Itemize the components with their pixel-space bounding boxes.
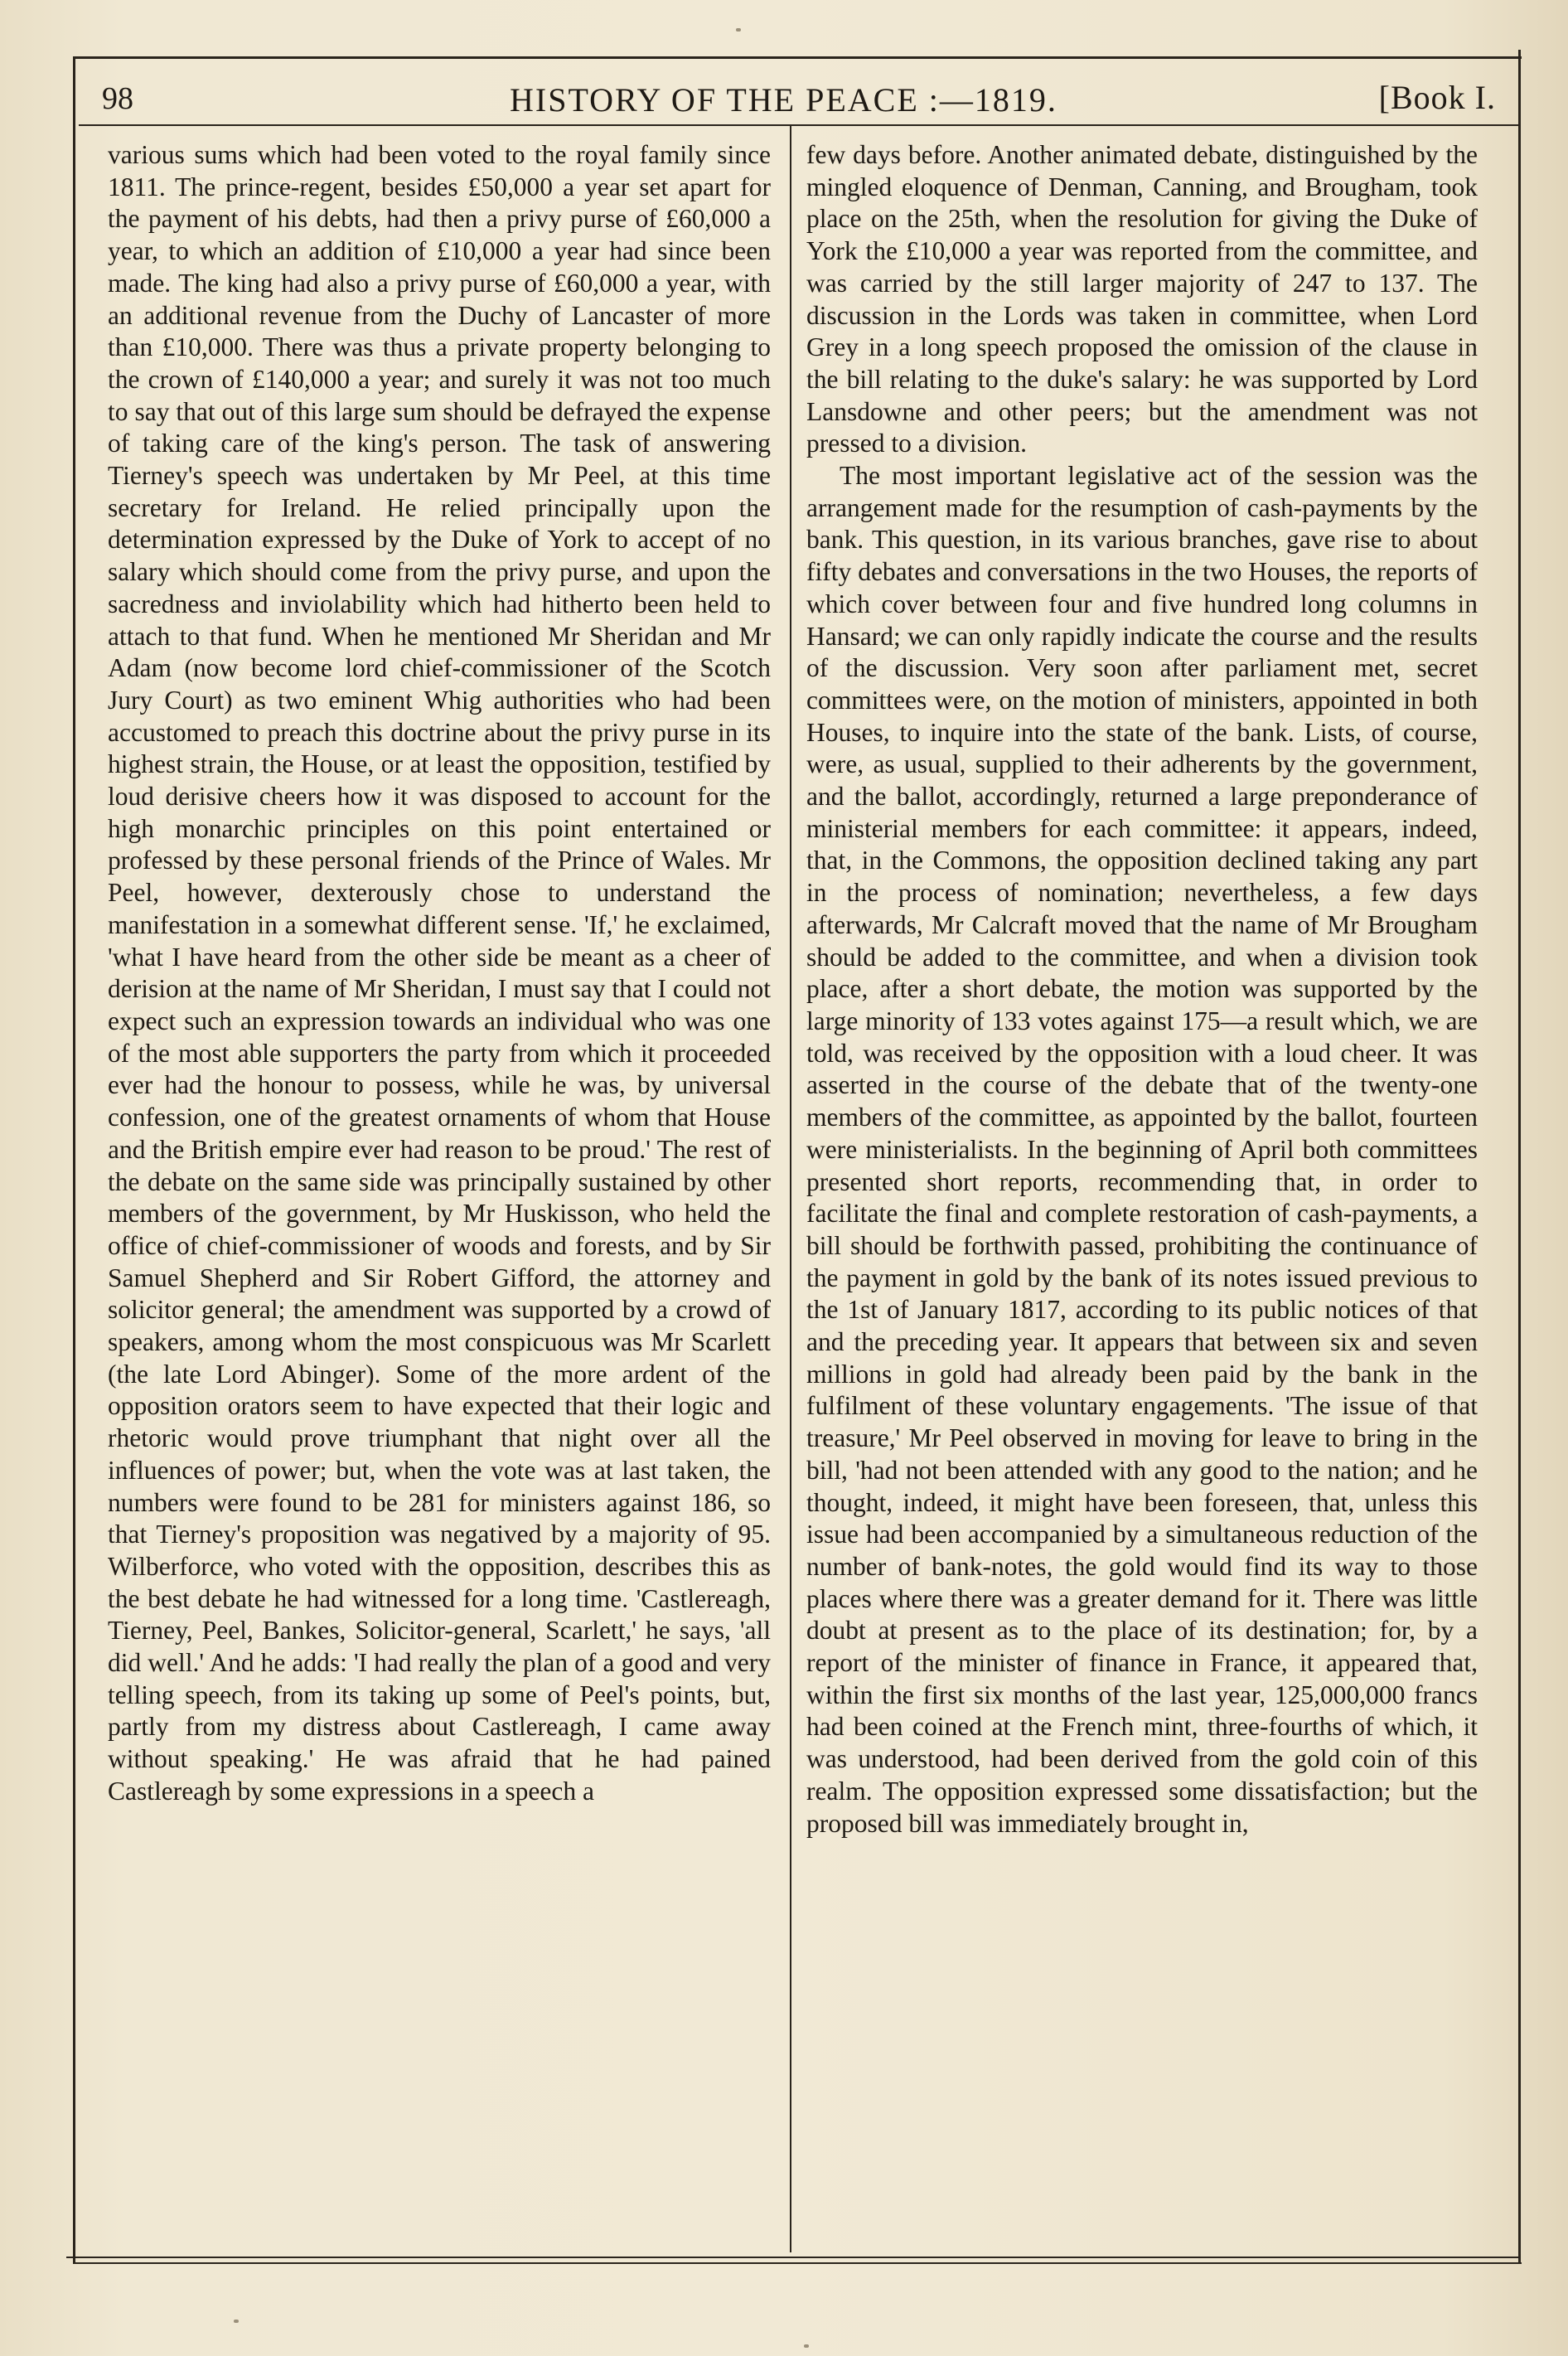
column-divider bbox=[790, 126, 791, 2252]
right-paragraph-2: The most important legislative act of the session was the arrangement made for the resumption of cash-payments by the bank. This question, in its various branches, gave rise to about fifty debates and conversations in the two Houses, the reports of which cover between four and five hundred long columns in Hansard; we can only rapidly indicate the course and the results of the discussion. Very soon after parliament met, secret committees were, on the motion of ministers, appointed in both Houses, to inquire into the state of the bank. Lists, of course, were, as usual, supplied to their adherents by the government, and the ballot, accordingly, returned a large preponderance of ministerial members for each committee: it appears, indeed, that, in the Commons, the opposition declined taking any part in the process of nomination; nevertheless, a few days afterwards, Mr Calcraft moved that the name of Mr Brougham should be added to the committee, and when a division took place, after a short debate, the motion was supported by the large minority of 133 votes against 175—a result which, we are told, was received by the opposition with a loud cheer. It was asserted in the course of the debate that of the twenty-one members of the committee, as appointed by the ballot, fourteen were ministerialists. In the beginning of April both committees presented short reports, recommending that, in order to facilitate the final and complete restoration of cash-payments, a bill should be forthwith passed, prohibiting the continuance of the payment in gold by the bank of its notes issued previous to the 1st of January 1817, according to its public notices of that and the preceding year. It appears that between six and seven millions in gold had already been paid by the bank in the fulfilment of these voluntary engagements. 'The issue of that treasure,' Mr Peel observed in moving for leave to bring in the bill, 'had not been attended with any good to the nation; and he thought, indeed, it might have been foreseen, that, unless this issue had been accompanied by a simultaneous reduction of the number of bank-notes, the gold would find its way to those places where there was a greater demand for it. There was little doubt at present as to the place of its destination; for, by a report of the minister of finance in France, it appeared that, within the first six months of the last year, 125,000,000 francs had been coined at the French mint, three-fourths of which, it was understood, had been derived from the gold coin of this realm. The opposition expressed some dissatisfaction; but the proposed bill was immediately brought in, bbox=[806, 461, 1478, 1838]
left-column bbox=[108, 139, 771, 1808]
print-speck bbox=[736, 28, 741, 32]
book-label: [Book I. bbox=[1378, 79, 1496, 116]
right-column bbox=[806, 139, 1478, 1840]
left-paragraph-1: various sums which had been voted to the royal family since 1811. The prince-regent, besides £50,000 a year set apart for the payment of his debts, had then a privy purse of £60,000 a year, to which an addition of £10,000 a year had since been made. The king had also a privy purse of £60,000 a year, with an additional revenue from the Duchy of Lancaster of more than £10,000. There was thus a private property belonging to the crown of £140,000 a year; and surely it was not too much to say that out of this large sum should be defrayed the expense of taking care of the king's person. The task of answering Tierney's speech was undertaken by Mr Peel, at this time secretary for Ireland. He relied principally upon the determination expressed by the Duke of York to accept of no salary which should come from the privy purse, and upon the sacredness and inviolability which had hitherto been held to attach to that fund. When he mentioned Mr Sheridan and Mr Adam (now become lord chief-commissioner of the Scotch Jury Court) as two eminent Whig authorities who had been accustomed to preach this doctrine about the privy purse in its highest strain, the House, or at least the opposition, testified by loud derisive cheers how it was disposed to account for the high monarchic principles on this point entertained or professed by these personal friends of the Prince of Wales. Mr Peel, however, dexterously chose to understand the manifestation in a somewhat different sense. 'If,' he exclaimed, 'what I have heard from the other side be meant as a cheer of derision at the name of Mr Sheridan, I must say that I could not expect such an expression towards an individual who was one of the most able supporters the party from which it proceeded ever had the honour to possess, while he was, by universal confession, one of the greatest ornaments of whom that House and the British empire ever had reason to be proud.' The rest of the debate on the same side was principally sustained by other members of the government, by Mr Huskisson, who held the office of chief-commissioner of woods and forests, and by Sir Samuel Shepherd and Sir Robert Gifford, the attorney and solicitor general; the amendment was supported by a crowd of speakers, among whom the most conspicuous was Mr Scarlett (the late Lord Abinger). Some of the more ardent of the opposition orators seem to have expected that their logic and rhetoric would prove triumphant that night over all the influences of power; but, when the vote was at last taken, the numbers were found to be 281 for ministers against 186, so that Tierney's proposition was negatived by a majority of 95. Wilberforce, who voted with the opposition, describes this as the best debate he had witnessed for a long time. 'Castlereagh, Tierney, Peel, Bankes, Solicitor-general, Scarlett,' he says, 'all did well.' And he adds: 'I had really the plan of a good and very telling speech, from its taking up some of Peel's points, but, partly from my distress about Castlereagh, I came away without speaking.' He was afraid that he had pained Castlereagh by some expressions in a speech a bbox=[108, 140, 771, 1806]
bottom-rule bbox=[66, 2257, 1518, 2258]
page-right-border bbox=[1518, 50, 1521, 2263]
header-rule bbox=[79, 124, 1521, 126]
running-header bbox=[79, 76, 1512, 126]
running-title: HISTORY OF THE PEACE :—1819. bbox=[510, 81, 1057, 119]
print-speck bbox=[234, 2320, 239, 2323]
right-paragraph-1: few days before. Another animated debate, distinguished by the mingled eloquence of Denman, Canning, and Brougham, took place on the 25th, when the resolution for giving the Duke of York the £10,000 a year was reported from the committee, and was carried by the still larger majority of 247 to 137. The discussion in the Lords was taken in committee, when Lord Grey in a long speech proposed the omission of the clause in the bill relating to the duke's salary: he was supported by Lord Lansdowne and other peers; but the amendment was not pressed to a division. bbox=[806, 140, 1478, 458]
page-number: 98 bbox=[102, 81, 133, 116]
print-speck bbox=[804, 2344, 809, 2348]
